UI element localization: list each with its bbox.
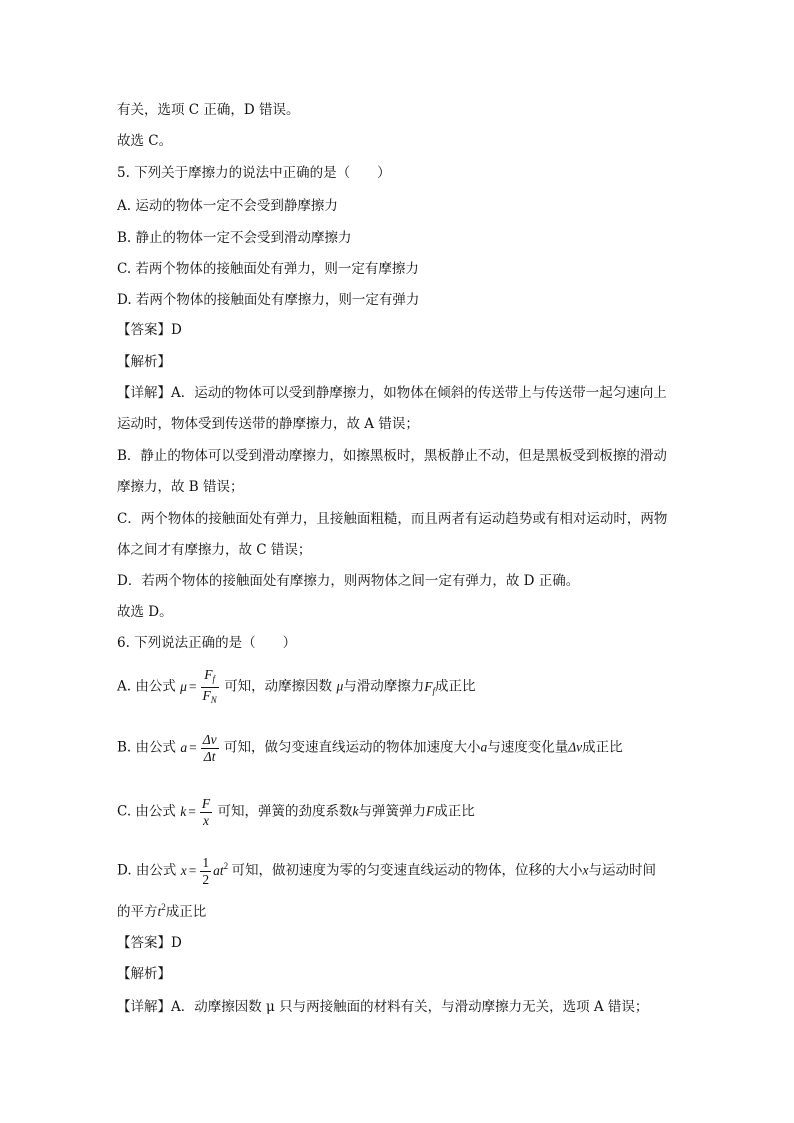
fraction [201, 667, 219, 708]
question-6-option-c [117, 796, 475, 829]
option-text: A. 由公式 [117, 678, 176, 695]
variable: Δv [568, 739, 583, 755]
question-5-option-c: C. 若两个物体的接触面处有弹力，则一定有摩擦力 [117, 261, 419, 277]
question-5-detail: D．若两个物体的接触面处有摩擦力，则两物体之间一定有弹力，故 D 正确。 [117, 573, 580, 589]
text-line: 有关，选项 C 正确，D 错误。 [117, 102, 300, 118]
option-text: 成正比 [165, 904, 207, 920]
fraction-numerator: 1 [202, 855, 210, 870]
variable: k [352, 803, 359, 819]
variable: $F_f$ [424, 678, 436, 696]
question-6-option-d [117, 855, 656, 888]
question-5-detail: 体之间才有摩擦力，故 C 错误； [117, 542, 312, 558]
fraction [200, 796, 212, 829]
option-text: D. 由公式 [117, 862, 177, 879]
fraction-denominator: 2 [202, 872, 210, 887]
variable: a [480, 739, 488, 755]
question-5-answer: 【答案】D [117, 322, 182, 338]
question-5-conclusion: 故选 D。 [117, 604, 173, 620]
option-text: 可知，做初速度为零的匀变速直线运动的物体，位移的大小 [231, 862, 583, 879]
option-text: 成正比 [435, 678, 476, 695]
question-6-option-d-continued [117, 898, 206, 921]
option-text: 与滑动摩擦力 [343, 678, 425, 695]
fraction [200, 855, 211, 888]
formula-lhs: μ [180, 678, 187, 694]
fraction-numerator: F [201, 796, 211, 811]
formula: a = $\frac{\Delta v}{\Delta t}$ [180, 732, 217, 764]
question-5-stem: 5. 下列关于摩擦力的说法中正确的是（ ） [117, 165, 391, 181]
option-text: B. 由公式 [117, 739, 177, 756]
question-5-detail: 【详解】A．运动的物体可以受到静摩擦力，如物体在倾斜的传送带上与传送带一起匀速向上 [117, 385, 667, 401]
question-5-option-a: A. 运动的物体一定不会受到静摩擦力 [117, 198, 338, 214]
option-text: 可知，动摩擦因数 [224, 678, 333, 695]
option-text: 的平方 [117, 904, 158, 920]
option-text: 可知，弹簧的劲度系数 [217, 803, 353, 820]
question-6-analysis-heading: 【解析】 [117, 966, 171, 982]
fraction-denominator: x [202, 813, 209, 828]
fraction [201, 732, 219, 765]
question-5-detail: B．静止的物体可以受到滑动摩擦力，如擦黑板时，黑板静止不动，但是黑板受到板擦的滑动 [117, 448, 667, 464]
option-text: 成正比 [582, 739, 623, 756]
option-text: 与弹簧弹力 [358, 803, 426, 820]
question-5-analysis-heading: 【解析】 [117, 354, 171, 370]
formula: μ = $\frac{F_f}{F_N}$ [180, 679, 224, 694]
option-text: 可知，做匀变速直线运动的物体加速度大小 [223, 739, 481, 756]
question-5-option-b: B. 静止的物体一定不会受到滑动摩擦力 [117, 230, 352, 246]
option-text: 成正比 [434, 803, 475, 820]
question-5-detail: 摩擦力，故 B 错误； [117, 479, 244, 495]
formula: x = $\frac{1}{2}$ $at^2$ [180, 855, 229, 887]
question-6-option-a [117, 667, 476, 708]
question-6-option-b [117, 732, 623, 765]
fraction-denominator: Δt [203, 749, 216, 764]
variable: $t^2$ [157, 902, 166, 919]
variable: F [425, 803, 435, 819]
fraction-denominator: $F_N$ [202, 688, 217, 705]
question-5-option-d: D. 若两个物体的接触面处有摩擦力，则一定有弹力 [117, 292, 420, 308]
fraction-numerator: $F_f$ [201, 667, 219, 688]
question-6-answer: 【答案】D [117, 935, 182, 951]
fraction-numerator: Δv [202, 732, 217, 747]
variable: μ [336, 678, 344, 694]
question-6-detail: 【详解】A．动摩擦因数 μ 只与两接触面的材料有关，与滑动摩擦力无关，选项 A 错误； [117, 999, 649, 1015]
variable: x [582, 862, 589, 878]
formula: k = $\frac{F}{x}$ [180, 796, 211, 828]
question-5-detail: C．两个物体的接触面处有弹力，且接触面粗糙，而且两者有运动趋势或有相对运动时，两物 [117, 511, 668, 527]
option-text: C. 由公式 [117, 803, 176, 820]
option-text: 与速度变化量 [487, 739, 569, 756]
question-6-stem: 6. 下列说法正确的是（ ） [117, 635, 297, 651]
text-line: 故选 C。 [117, 133, 173, 149]
option-text: 与运动时间 [588, 862, 656, 879]
question-5-detail: 运动时，物体受到传送带的静摩擦力，故 A 错误； [117, 416, 419, 432]
